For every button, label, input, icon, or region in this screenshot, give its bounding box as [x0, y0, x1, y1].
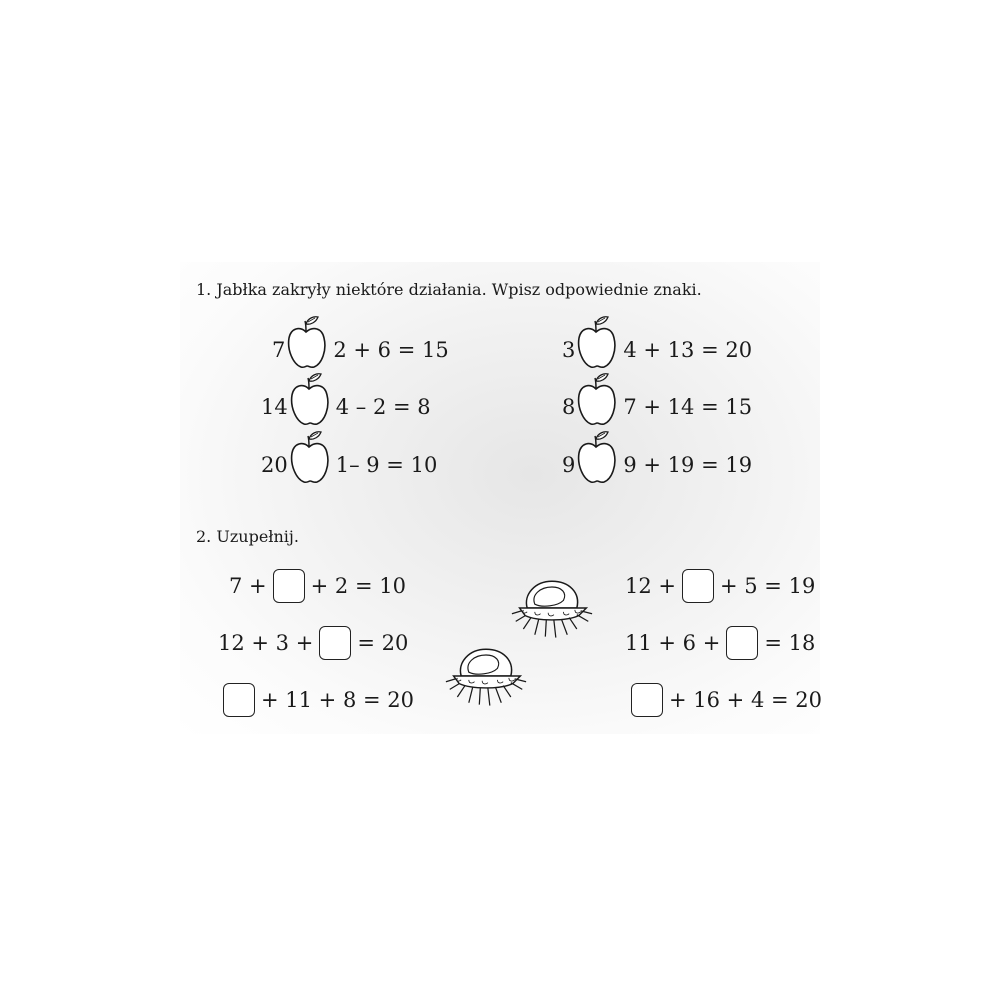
task2-equation-1 — [229, 564, 406, 608]
task1-equation-3 — [261, 385, 431, 429]
task1-title: 1. Jabłka zakryły niektóre działania. Wpisz odpowiednie znaki. — [196, 280, 702, 299]
task2-equation-5 — [223, 678, 414, 722]
equation-rest: 7 + 14 = 15 — [623, 395, 753, 419]
equation-before: 7 + — [229, 574, 267, 598]
task2-equation-4 — [625, 621, 815, 665]
equation-first-number: 8 — [562, 395, 576, 419]
task1-equation-5 — [261, 443, 437, 487]
equation-after: + 2 = 10 — [310, 574, 406, 598]
apple-icon — [288, 429, 330, 489]
equation-after: + 16 + 4 = 20 — [669, 688, 822, 712]
task2-title: 2. Uzupełnij. — [196, 527, 299, 546]
task1-equation-2 — [562, 328, 752, 372]
answer-box[interactable] — [631, 683, 663, 717]
equation-first-number: 20 — [261, 453, 288, 477]
equation-first-number: 9 — [562, 453, 576, 477]
equation-after: + 5 = 19 — [720, 574, 816, 598]
equation-rest: 1– 9 = 10 — [335, 453, 438, 477]
equation-before: 12 + — [625, 574, 676, 598]
equation-after: = 18 — [764, 631, 816, 655]
task2-equation-3 — [218, 621, 408, 665]
equation-after: = 20 — [357, 631, 409, 655]
answer-box[interactable] — [273, 569, 305, 603]
equation-rest: 4 – 2 = 8 — [335, 395, 431, 419]
task2-equation-2 — [625, 564, 815, 608]
answer-box[interactable] — [682, 569, 714, 603]
apple-icon — [575, 371, 617, 431]
answer-box[interactable] — [319, 626, 351, 660]
equation-before: 11 + 6 + — [625, 631, 721, 655]
apple-icon — [575, 314, 617, 374]
task1-equation-6 — [562, 443, 752, 487]
equation-after: + 11 + 8 = 20 — [261, 688, 414, 712]
equation-rest: 4 + 13 = 20 — [623, 338, 753, 362]
equation-first-number: 7 — [272, 338, 286, 362]
apple-icon — [288, 371, 330, 431]
answer-box[interactable] — [726, 626, 758, 660]
equation-first-number: 14 — [261, 395, 288, 419]
equation-rest: 2 + 6 = 15 — [333, 338, 449, 362]
task1-equation-1 — [272, 328, 449, 372]
answer-box[interactable] — [223, 683, 255, 717]
task2-equation-6 — [631, 678, 822, 722]
task1-equation-4 — [562, 385, 752, 429]
chestnut-icon — [444, 642, 528, 714]
equation-before: 12 + 3 + — [218, 631, 314, 655]
equation-first-number: 3 — [562, 338, 576, 362]
apple-icon — [575, 429, 617, 489]
equation-rest: 9 + 19 = 19 — [623, 453, 753, 477]
chestnut-icon — [510, 574, 594, 646]
apple-icon — [285, 314, 327, 374]
